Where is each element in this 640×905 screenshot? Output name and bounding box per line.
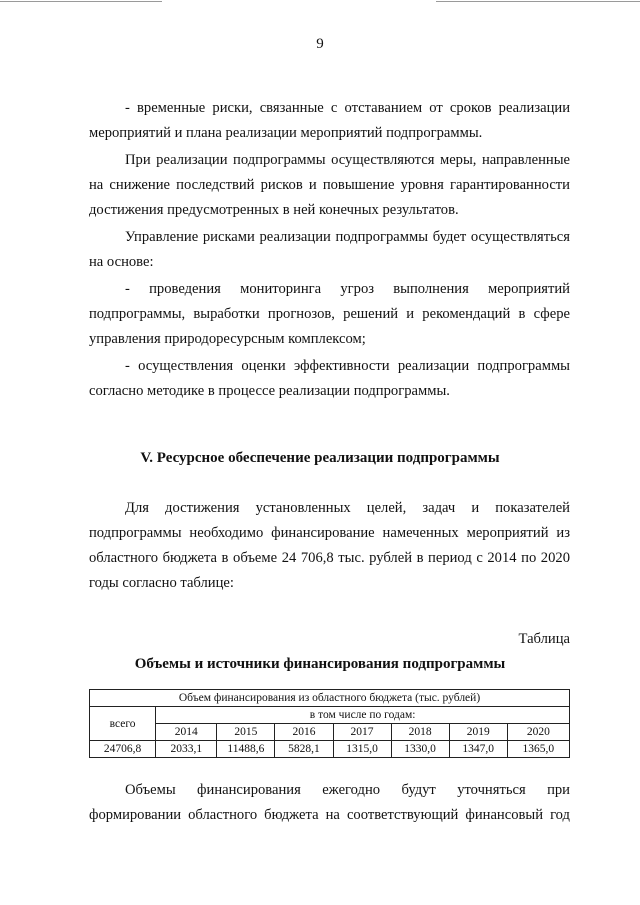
table-year-cell: 2014: [156, 724, 217, 741]
table-year-cell: 2019: [449, 724, 507, 741]
table-year-cell: 2016: [275, 724, 333, 741]
table-year-cell: 2020: [507, 724, 569, 741]
table-years-label: в том числе по годам:: [156, 707, 570, 724]
paragraph-monitoring: - проведения мониторинга угроз выполнения мероприятий подпрограммы, выработки прогнозов, решений и рекомендаций в сфере управления природоресурсным комплексом;: [89, 281, 570, 347]
table-years-row: [90, 724, 570, 741]
table-year-cell: 2017: [333, 724, 391, 741]
table-total-label: всего: [90, 707, 156, 741]
table-caption: Таблица: [518, 631, 570, 647]
table-header-main: Объем финансирования из областного бюджета (тыс. рублей): [90, 690, 570, 707]
financing-table: [89, 689, 570, 758]
section-heading: V. Ресурсное обеспечение реализации подпрограммы: [140, 450, 500, 466]
top-border-line-left: [0, 1, 162, 2]
table-value-cell: 5828,1: [275, 741, 333, 758]
table-header-row: [90, 690, 570, 707]
paragraph-temporal-risks: - временные риски, связанные с отставанием от сроков реализации мероприятий и плана реализации мероприятий подпрограммы.: [89, 100, 570, 141]
paragraph-financing: Для достижения установленных целей, задач и показателей подпрограммы необходимо финансирование намеченных мероприятий из областного бюджета в объеме 24 706,8 тыс. рублей в период с 2014 по 2020 годы согласно таблице:: [89, 500, 570, 591]
table-year-cell: 2018: [391, 724, 449, 741]
table-values-row: [90, 741, 570, 758]
table-value-cell: 1330,0: [391, 741, 449, 758]
table-value-cell: 1365,0: [507, 741, 569, 758]
paragraph-risk-measures: При реализации подпрограммы осуществляются меры, направленные на снижение последствий рисков и повышение уровня гарантированности достижения предусмотренных в ней конечных результатов.: [89, 152, 570, 218]
table-value-cell: 2033,1: [156, 741, 217, 758]
paragraph-efficiency-assessment: - осуществления оценки эффективности реализации подпрограммы согласно методике в процессе реализации подпрограммы.: [89, 358, 570, 399]
page-number: 9: [316, 36, 324, 52]
paragraph-risk-management-basis: Управление рисками реализации подпрограммы будет осуществляться на основе:: [89, 229, 570, 270]
table-value-cell: 1347,0: [449, 741, 507, 758]
table-total-value: 24706,8: [90, 741, 156, 758]
top-border-line-right: [436, 1, 640, 2]
table-subheader-row: [90, 707, 570, 724]
paragraph-annual-adjustment: Объемы финансирования ежегодно будут уточняться при формировании областного бюджета на соответствующий финансовый год: [89, 782, 570, 823]
table-value-cell: 11488,6: [217, 741, 275, 758]
table-value-cell: 1315,0: [333, 741, 391, 758]
table-title: Объемы и источники финансирования подпрограммы: [134, 656, 506, 672]
table-year-cell: 2015: [217, 724, 275, 741]
